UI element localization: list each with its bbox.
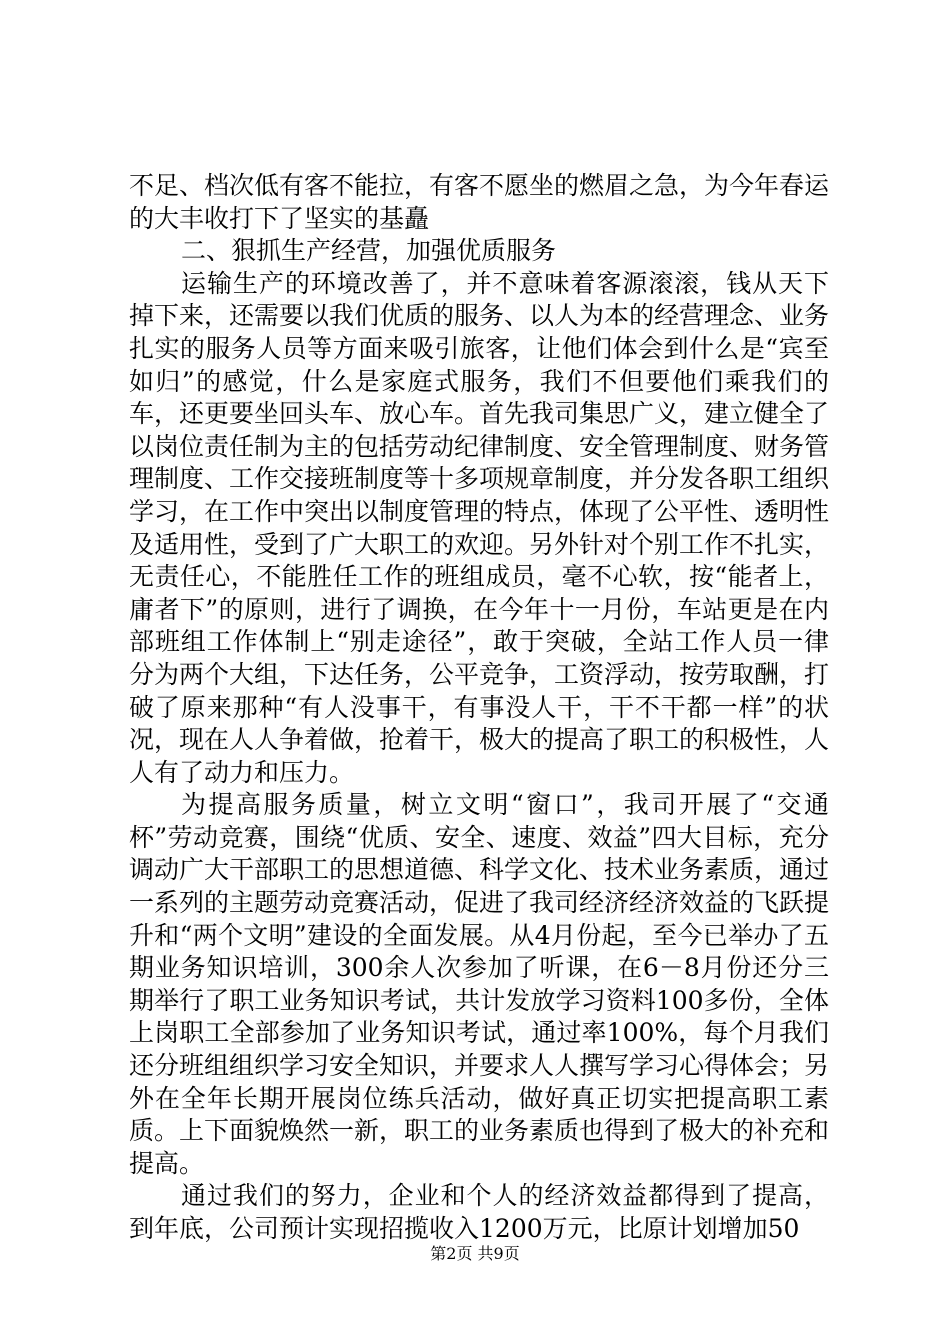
paragraph-continuation: 不足、档次低有客不能拉，有客不愿坐的燃眉之急，为今年春运的大丰收打下了坚实的基矗 [129, 171, 830, 233]
paragraph: 为提高服务质量，树立文明“窗口”，我司开展了“交通杯”劳动竞赛，围绕“优质、安全、速度、效益”四大目标，充分调动广大干部职工的思想道德、科学文化、技术业务素质，通过一系列的主题劳动竞赛活动，促进了我司经济经济效益的飞跃提升和“两个文明”建设的全面发展。从4月份起，至今已举办了五期业务知识培训，300余人次参加了听课，在6－8月份还分三期举行了职工业务知识考试，共计发放学习资料100多份，全体上岗职工全部参加了业务知识考试，通过率100%，每个月我们还分班组组织学习安全知识，并要求人人撰写学习心得体会；另外在全年长期开展岗位练兵活动，做好真正切实把提高职工素质。上下面貌焕然一新，职工的业务素质也得到了极大的补充和提高。 [129, 790, 830, 1178]
paragraph: 运输生产的环境改善了，并不意味着客源滚滚，钱从天下掉下来，还需要以我们优质的服务、以人为本的经营理念、业务扎实的服务人员等方面来吸引旅客，让他们体会到什么是“宾至如归”的感觉，什么是家庭式服务，我们不但要他们乘我们的车，还更要坐回头车、放心车。首先我司集思广义，建立健全了以岗位责任制为主的包括劳动纪律制度、安全管理制度、财务管理制度、工作交接班制度等十多项规章制度，并分发各职工组织学习，在工作中突出以制度管理的特点，体现了公平性、透明性及适用性，受到了广大职工的欢迎。另外针对个别工作不扎实，无责任心，不能胜任工作的班组成员，毫不心软，按“能者上，庸者下”的原则，进行了调换，在今年十一月份，车站更是在内部班组工作体制上“别走途径”，敢于突破，全站工作人员一律分为两个大组，下达任务，公平竞争，工资浮动，按劳取酬，打破了原来那种“有人没事干，有事没人干，干不干都一样”的状况，现在人人争着做，抢着干，极大的提高了职工的积极性，人人有了动力和压力。 [129, 268, 830, 787]
section-heading: 二、狠抓生产经营，加强优质服务 [181, 236, 557, 266]
body-text [129, 170, 829, 1246]
page-number-footer: 第2页 共9页 [430, 1244, 520, 1263]
paragraph: 通过我们的努力，企业和个人的经济效益都得到了提高，到年底，公司预计实现招揽收入1200万元，比原计划增加50 [129, 1181, 829, 1243]
